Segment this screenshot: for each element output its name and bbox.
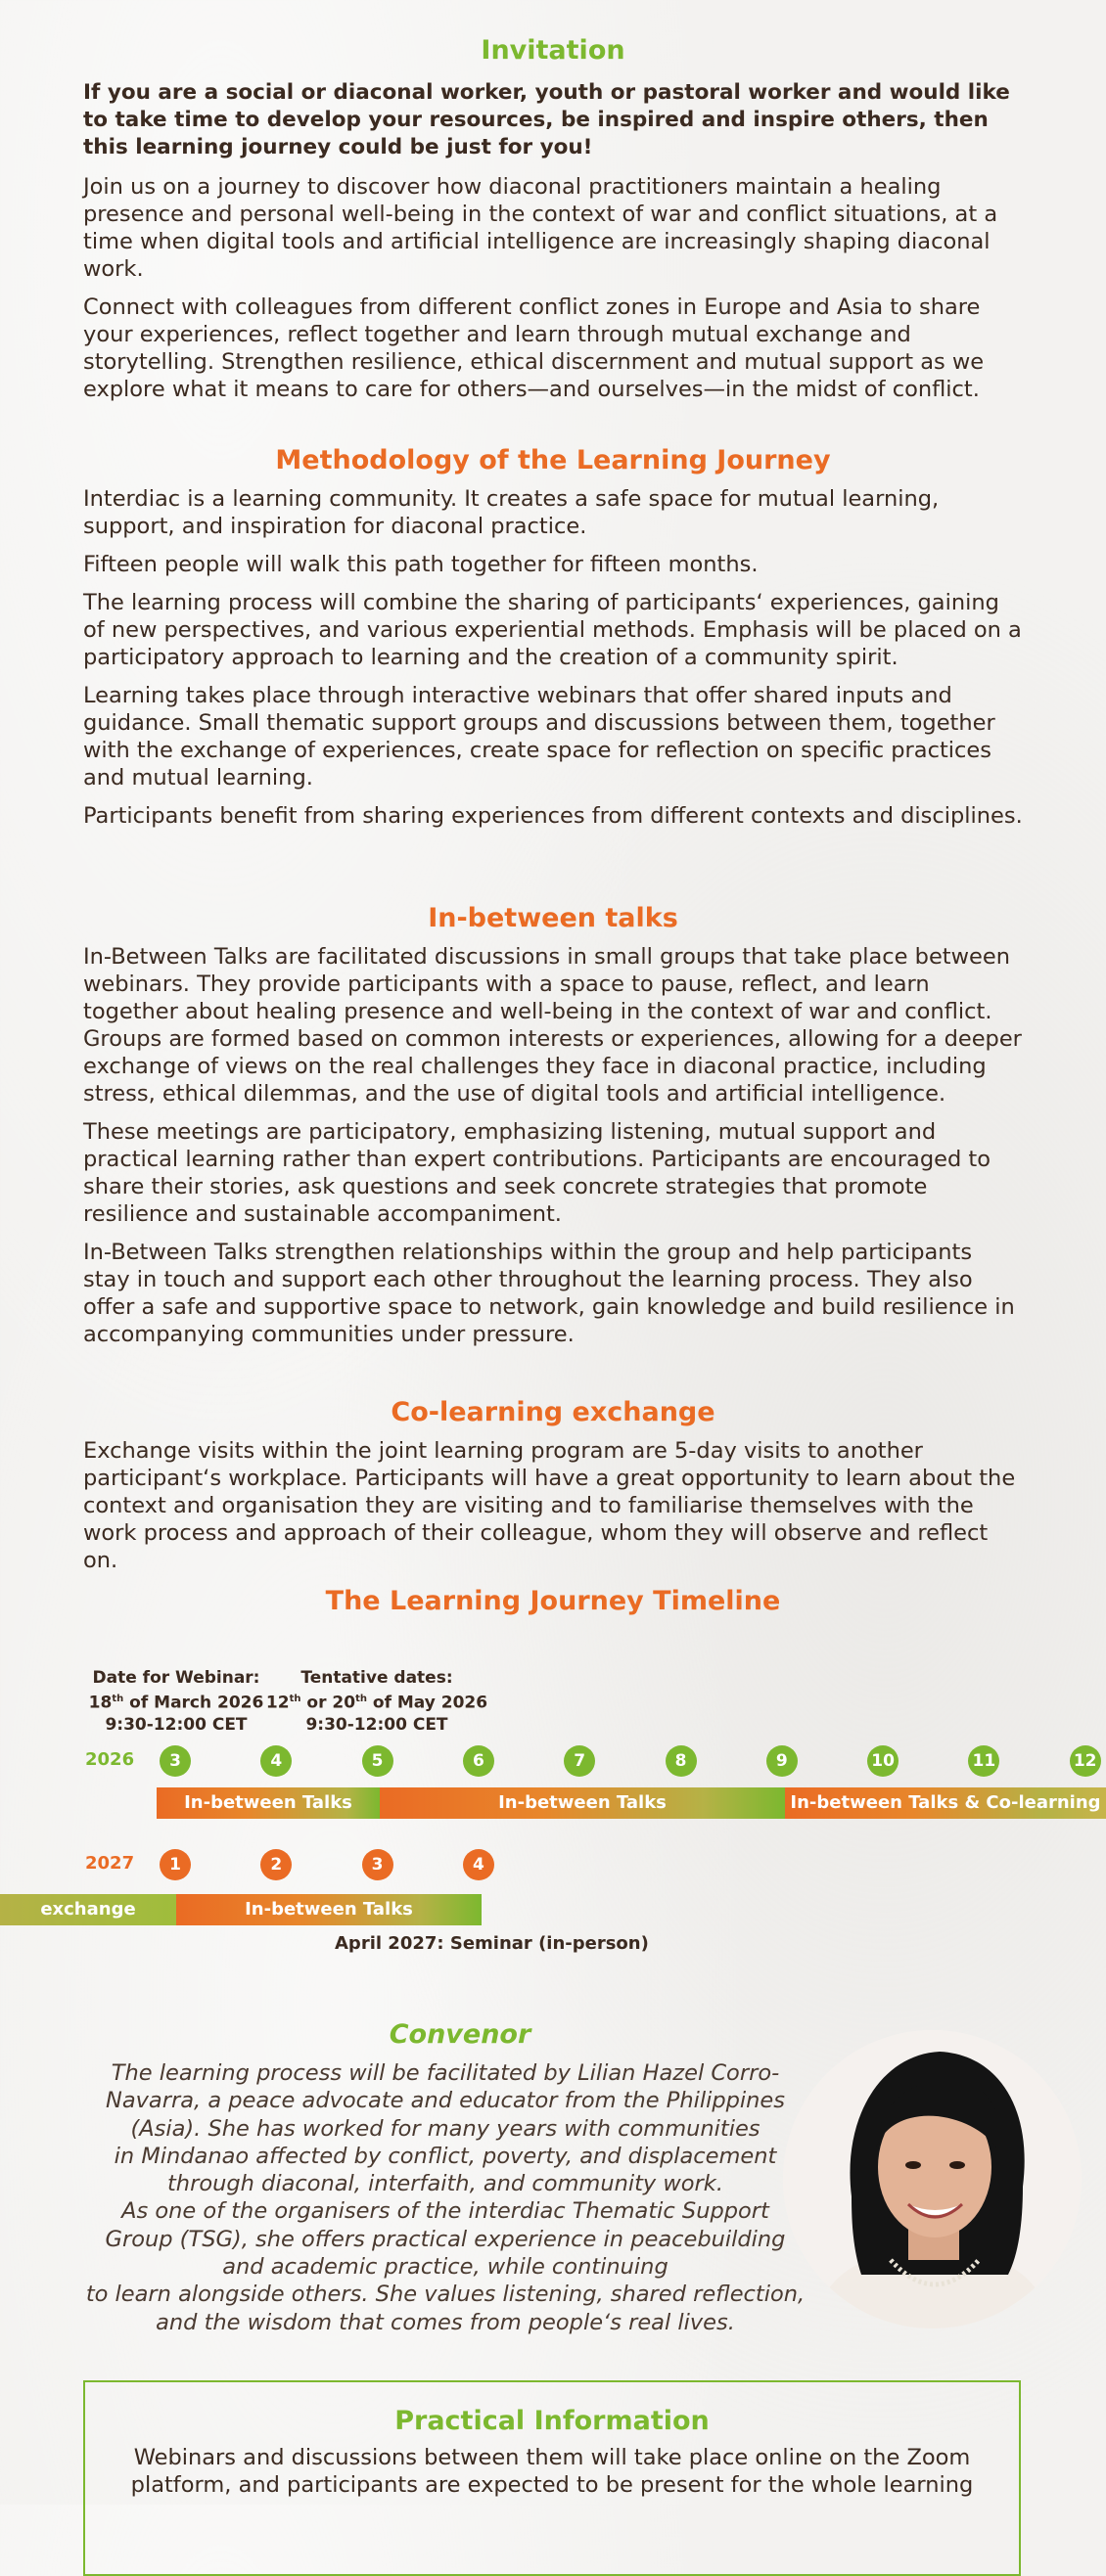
- convenor-line: Group (TSG), she offers practical experience in peacebuilding: [105, 2226, 786, 2252]
- convenor-line: As one of the organisers of the interdiac Thematic Support: [121, 2198, 769, 2225]
- month-2027-1: 1: [160, 1849, 191, 1880]
- seminar-note: April 2027: Seminar (in-person): [335, 1933, 649, 1954]
- year-2027: 2027: [85, 1853, 135, 1874]
- convenor-line: and academic practice, while continuing: [222, 2254, 668, 2281]
- portrait-illustration: [783, 2030, 1082, 2328]
- convenor-title: Convenor: [389, 2019, 531, 2050]
- convenor-line: Navarra, a peace advocate and educator from the Philippines: [106, 2088, 785, 2114]
- inbetween-title: In-between talks: [428, 903, 678, 933]
- convenor-line: to learn alongside others. She values listening, shared reflection,: [85, 2282, 806, 2308]
- month-2027-3: 3: [362, 1849, 393, 1880]
- bar-exchange: exchange: [0, 1894, 176, 1925]
- inbetween-section: [83, 903, 1023, 1359]
- inbetween-paragraph-2: These meetings are participatory, emphasizing listening, mutual support and practical learning rather than expert contributions. Participants are encouraged to share their stories, ask questions and seek concrete strategies that promote resilience and sustainable accompaniment.: [83, 1119, 991, 1227]
- month-2026-4: 4: [260, 1745, 292, 1777]
- methodology-paragraph-3: The learning process will combine the sharing of participants‘ experiences, gaining of new perspectives, and various experiential methods. Emphasis will be placed on a participatory approach to learning and the creation of a community spirit.: [83, 590, 1022, 670]
- convenor-header: [83, 2019, 866, 2050]
- year-2026: 2026: [85, 1749, 135, 1770]
- bar-inbetween-colearning: In-between Talks & Co-learning: [785, 1787, 1106, 1819]
- webinar-note-time: 9:30-12:00 CET: [105, 1714, 248, 1735]
- tentative-note-time: 9:30-12:00 CET: [305, 1714, 448, 1735]
- methodology-paragraph-4: Learning takes place through interactive webinars that offer shared inputs and guidance. Small thematic support groups and discussions between them, together with the exchange of experiences, create space for reflection on specific practices and mutual learning.: [83, 683, 995, 791]
- month-2026-8: 8: [666, 1745, 697, 1777]
- inbetween-paragraph-3: In-Between Talks strengthen relationships within the group and help participants stay in touch and support each other throughout the learning process. They also offer a safe and supportive space to network, gain knowledge and build resilience in accompanying communities under pressure.: [83, 1240, 1015, 1347]
- methodology-paragraph-5: Participants benefit from sharing experiences from different contexts and disciplines.: [83, 803, 1023, 829]
- methodology-paragraph-1: Interdiac is a learning community. It creates a safe space for mutual learning, support, and inspiration for diaconal practice.: [83, 486, 940, 539]
- practical-title: Practical Information: [394, 2406, 710, 2436]
- convenor-line: and the wisdom that comes from people‘s real lives.: [156, 2309, 735, 2335]
- methodology-paragraph-2: Fifteen people will walk this path together for fifteen months.: [83, 552, 759, 577]
- inbetween-paragraph-1: In-Between Talks are facilitated discussions in small groups that take place between webinars. They provide participants with a space to pause, reflect, and learn together about healing presence and well-being in the context of war and conflict. Groups are formed based on common interests or experiences, allowing for a deeper exchange of views on the real challenges they face in diaconal practice, including stress, ethical dilemmas, and the use of digital tools and artificial intelligence.: [83, 944, 1022, 1107]
- colearning-section: [83, 1397, 1023, 1585]
- webinar-note-label: Date for Webinar:: [92, 1668, 260, 1688]
- bar-inbetween-2027: In-between Talks: [176, 1894, 482, 1925]
- methodology-section: [83, 445, 1023, 840]
- webinar-date-note: [78, 1667, 274, 1736]
- invitation-section: [83, 35, 1023, 414]
- convenor-line: in Mindanao affected by conflict, poverty, and displacement: [114, 2143, 777, 2169]
- month-2026-7: 7: [564, 1745, 595, 1777]
- practical-line-2: platform, and participants are expected to be present for the whole learning: [130, 2472, 974, 2498]
- tentative-note-label: Tentative dates:: [300, 1668, 453, 1688]
- month-2027-2: 2: [260, 1849, 292, 1880]
- month-2026-3: 3: [160, 1745, 191, 1777]
- bar-inbetween-2: In-between Talks: [380, 1787, 785, 1819]
- tentative-date-note: [264, 1667, 489, 1736]
- convenor-bio: [83, 2059, 807, 2336]
- month-2026-5: 5: [362, 1745, 393, 1777]
- convenor-photo: [783, 2030, 1082, 2328]
- convenor-line: The learning process will be facilitated by Lilian Hazel Corro-: [111, 2060, 780, 2086]
- practical-info-box: [83, 2380, 1021, 2576]
- tentative-note-date: 12th or 20th of May 2026: [265, 1693, 488, 1713]
- methodology-title: Methodology of the Learning Journey: [275, 445, 831, 475]
- convenor-line: through diaconal, interfaith, and community work.: [166, 2171, 723, 2197]
- invitation-paragraph-2: Connect with colleagues from different conflict zones in Europe and Asia to share your experiences, reflect together and learn through mutual exchange and storytelling. Strengthen resilience, ethical discernment and mutual support as we explore what it means to care for others—and ourselves—in the midst of conflict.: [83, 294, 985, 402]
- month-2026-12: 12: [1070, 1745, 1101, 1777]
- webinar-note-date: 18th of March 2026: [88, 1693, 264, 1713]
- timeline: [0, 1644, 1106, 1957]
- month-2026-9: 9: [766, 1745, 798, 1777]
- colearning-paragraph-1: Exchange visits within the joint learning program are 5-day visits to another participant‘s workplace. Participants will have a great opportunity to learn about the context and organisation they are visiting and to familiarise themselves with the work process and approach of their colleague, whom they will observe and reflect on.: [83, 1438, 1016, 1573]
- timeline-header: [83, 1586, 1023, 1616]
- timeline-title: The Learning Journey Timeline: [325, 1586, 781, 1616]
- month-2026-11: 11: [968, 1745, 999, 1777]
- month-2026-6: 6: [463, 1745, 494, 1777]
- bar-inbetween-1: In-between Talks: [157, 1787, 380, 1819]
- month-2027-4: 4: [463, 1849, 494, 1880]
- invitation-title: Invitation: [481, 35, 625, 66]
- practical-line-1: Webinars and discussions between them will take place online on the Zoom: [133, 2445, 971, 2470]
- invitation-paragraph-1: Join us on a journey to discover how diaconal practitioners maintain a healing presence and personal well-being in the context of war and conflict situations, at a time when digital tools and artificial intelligence are increasingly shaping diaconal work.: [83, 174, 998, 282]
- invitation-lead: If you are a social or diaconal worker, youth or pastoral worker and would like to take time to develop your resources, be inspired and inspire others, then this learning journey could be just for you!: [83, 80, 1010, 159]
- month-2026-10: 10: [867, 1745, 899, 1777]
- colearning-title: Co-learning exchange: [391, 1397, 715, 1427]
- convenor-line: (Asia). She has worked for many years with communities: [130, 2115, 760, 2142]
